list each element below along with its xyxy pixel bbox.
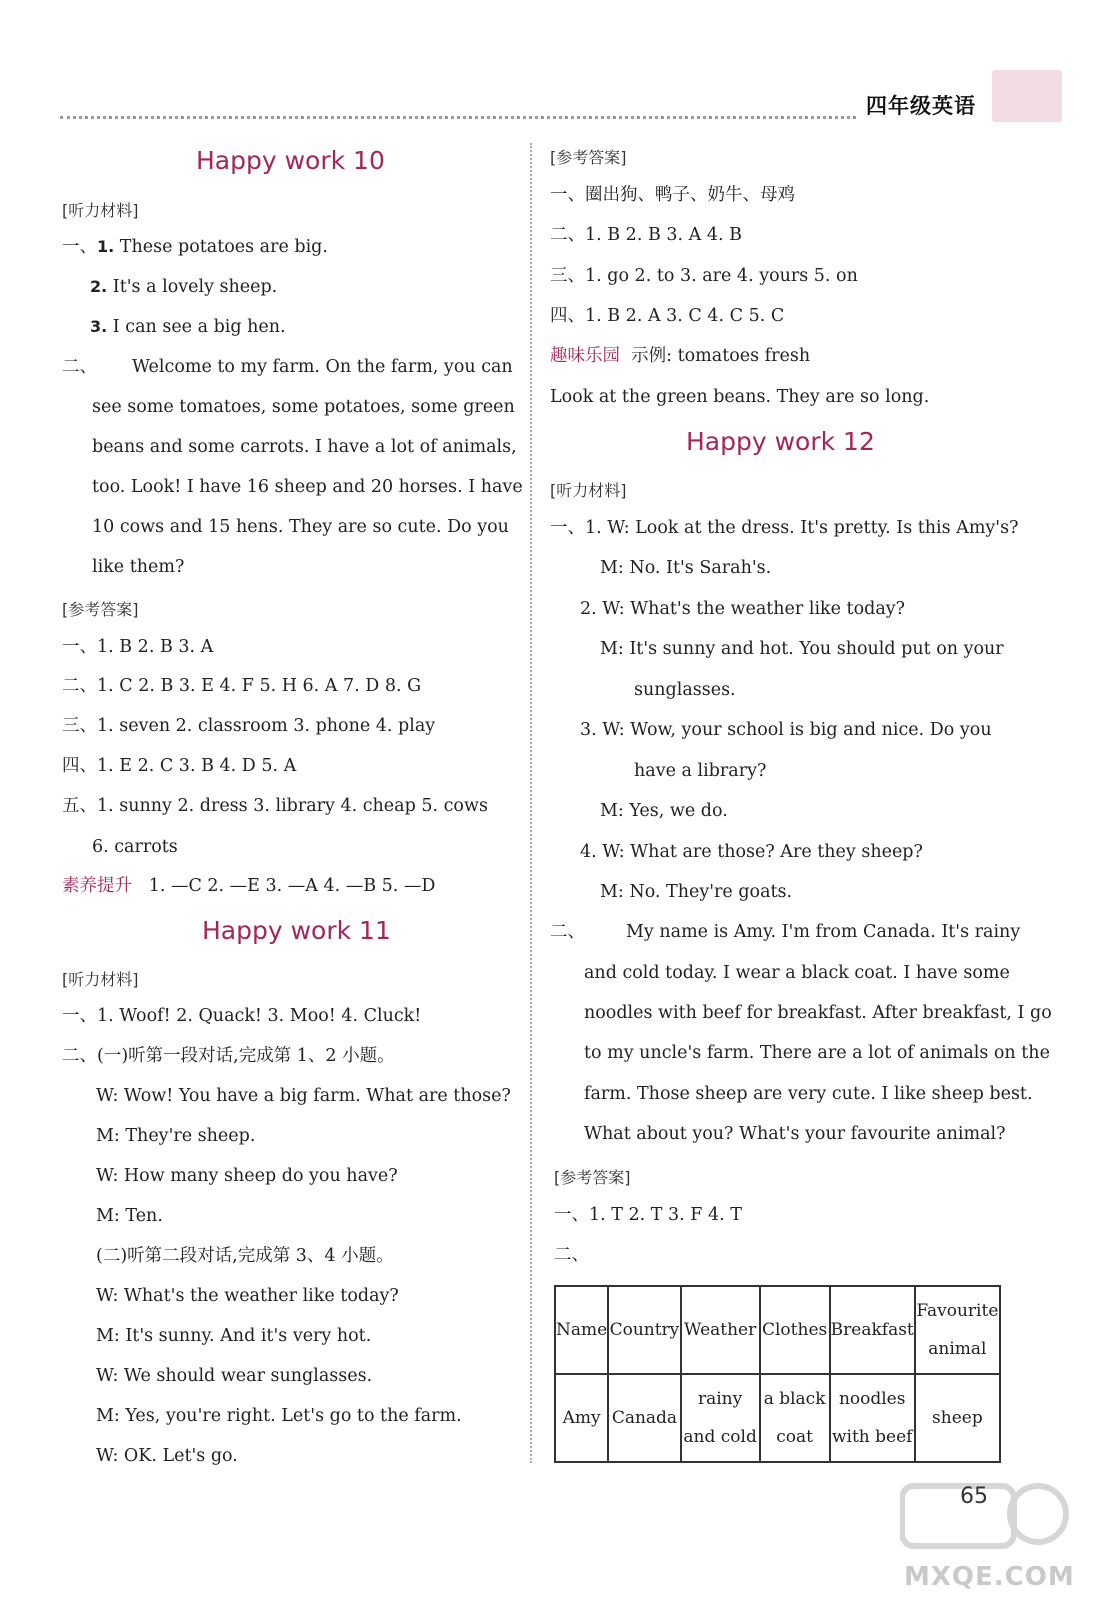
hw10-heading: Happy work 10: [196, 146, 385, 175]
table-cell: Canada: [608, 1374, 680, 1462]
hw10-answer-5: 五、1. sunny 2. dress 3. library 4. cheap 5. cows: [62, 796, 488, 816]
hw11-dialog-line: W: How many sheep do you have?: [96, 1166, 398, 1186]
hw11-dialog-line: W: Wow! You have a big farm. What are those?: [96, 1086, 511, 1106]
hw10-answer-5b: 6. carrots: [92, 837, 178, 857]
table-cell: sheep: [915, 1374, 1000, 1462]
table-header-cell: Country: [608, 1286, 680, 1374]
header-title: 四年级英语: [866, 94, 976, 118]
column-divider: [530, 143, 532, 1463]
hw12-dialog-line: have a library?: [634, 761, 767, 781]
hw10-listen-label: [听力材料]: [62, 201, 139, 220]
hw10-answer-label: [参考答案]: [62, 600, 139, 619]
table-cell: noodles with beef: [830, 1374, 915, 1462]
table-header-cell: Weather: [681, 1286, 760, 1374]
hw11-answer-3: 三、1. go 2. to 3. are 4. yours 5. on: [550, 266, 858, 286]
hw10-p2-line: beans and some carrots. I have a lot of animals,: [92, 437, 517, 457]
hw12-p2-line: to my uncle's farm. There are a lot of animals on the: [584, 1043, 1050, 1063]
hw10-q2: 2. It's a lovely sheep.: [90, 277, 278, 297]
hw12-dialog-line: 一、1. W: Look at the dress. It's pretty. Is this Amy's?: [550, 518, 1019, 538]
hw10-p2-line: 10 cows and 15 hens. They are so cute. Do you: [92, 517, 509, 537]
hw10-q1: 一、1. These potatoes are big.: [62, 237, 328, 257]
table-header-row: [555, 1286, 1000, 1374]
hw12-answer-1: 一、1. T 2. T 3. F 4. T: [554, 1205, 742, 1225]
hw12-dialog-line: 3. W: Wow, your school is big and nice. Do you: [580, 720, 992, 740]
hw12-answer-label: [参考答案]: [554, 1168, 631, 1187]
hw12-p2-line: My name is Amy. I'm from Canada. It's rainy: [626, 922, 1021, 942]
hw12-p2-line: What about you? What's your favourite animal?: [584, 1124, 1006, 1144]
hw10-q3: 3. I can see a big hen.: [90, 317, 286, 337]
hw11-answer-label: [参考答案]: [550, 148, 627, 167]
hw11-listen-2: 二、(一)听第一段对话,完成第 1、2 小题。: [62, 1046, 395, 1066]
table-header-cell: Breakfast: [830, 1286, 915, 1374]
hw11-fun: 趣味乐园 示例: tomatoes fresh: [550, 346, 811, 366]
table-cell: rainy and cold: [681, 1374, 760, 1462]
hw10-answer-4: 四、1. E 2. C 3. B 4. D 5. A: [62, 756, 297, 776]
hw12-dialog-line: 2. W: What's the weather like today?: [580, 599, 906, 619]
hw12-dialog-line: M: No. It's Sarah's.: [600, 558, 772, 578]
hw11-fun-2: Look at the green beans. They are so long.: [550, 387, 930, 407]
hw10-p2-line: too. Look! I have 16 sheep and 20 horses. I have: [92, 477, 523, 497]
table-header-cell: Favourite animal: [915, 1286, 1000, 1374]
hw12-heading: Happy work 12: [686, 427, 875, 456]
hw12-dialog-line: M: No. They're goats.: [600, 882, 793, 902]
hw11-answer-2: 二、1. B 2. B 3. A 4. B: [550, 225, 742, 245]
table-header-cell: Name: [555, 1286, 608, 1374]
hw11-dialog-line: M: It's sunny. And it's very hot.: [96, 1326, 372, 1346]
hw10-answer-2: 二、1. C 2. B 3. E 4. F 5. H 6. A 7. D 8. G: [62, 676, 422, 696]
hw11-listen-label: [听力材料]: [62, 970, 139, 989]
hw11-dialog-line: W: OK. Let's go.: [96, 1446, 238, 1466]
watermark-text: MXQE.COM: [904, 1562, 1075, 1592]
hw12-dialog-line: sunglasses.: [634, 680, 736, 700]
hw10-p2-line: Welcome to my farm. On the farm, you can: [132, 357, 513, 377]
hw12-dialog-line: M: Yes, we do.: [600, 801, 728, 821]
table-row: [555, 1374, 1000, 1462]
hw12-p2-line: and cold today. I wear a black coat. I have some: [584, 963, 1010, 983]
hw12-listen-label: [听力材料]: [550, 481, 627, 500]
hw12-answer-2: 二、: [554, 1245, 589, 1265]
table-cell: a black coat: [760, 1374, 830, 1462]
hw10-suyang: 素养提升 1. —C 2. —E 3. —A 4. —B 5. —D: [62, 876, 436, 896]
hw11-answer-1: 一、圈出狗、鸭子、奶牛、母鸡: [550, 185, 795, 205]
hw12-p2-prefix: 二、: [550, 922, 585, 942]
hw11-dialog-line: W: We should wear sunglasses.: [96, 1366, 373, 1386]
hw12-p2-line: noodles with beef for breakfast. After breakfast, I go: [584, 1003, 1052, 1023]
header-dotted-rule: [60, 116, 856, 119]
hw12-p2-line: farm. Those sheep are very cute. I like sheep best.: [584, 1084, 1033, 1104]
hw11-listen-1: 一、1. Woof! 2. Quack! 3. Moo! 4. Cluck!: [62, 1006, 422, 1026]
hw10-p2-line: like them?: [92, 557, 185, 577]
hw11-dialog-line: W: What's the weather like today?: [96, 1286, 399, 1306]
hw11-answer-4: 四、1. B 2. A 3. C 4. C 5. C: [550, 306, 785, 326]
answer-table: [554, 1285, 1001, 1463]
hw10-answer-1: 一、1. B 2. B 3. A: [62, 637, 214, 657]
table-header-cell: Clothes: [760, 1286, 830, 1374]
hw11-dialog-line: M: They're sheep.: [96, 1126, 256, 1146]
hw11-dialog-line: M: Yes, you're right. Let's go to the farm.: [96, 1406, 462, 1426]
hw10-p2-line: see some tomatoes, some potatoes, some green: [92, 397, 515, 417]
hw11-heading: Happy work 11: [202, 916, 391, 945]
hw11-listen-3: (二)听第二段对话,完成第 3、4 小题。: [96, 1246, 394, 1266]
hw10-answer-3: 三、1. seven 2. classroom 3. phone 4. play: [62, 716, 436, 736]
hw10-p2-prefix: 二、: [62, 357, 97, 377]
hw12-dialog-line: M: It's sunny and hot. You should put on your: [600, 639, 1004, 659]
page-number: 65: [960, 1484, 988, 1509]
header-decoration: [992, 70, 1062, 122]
hw11-dialog-line: M: Ten.: [96, 1206, 163, 1226]
table-cell: Amy: [555, 1374, 608, 1462]
hw12-dialog-line: 4. W: What are those? Are they sheep?: [580, 842, 923, 862]
